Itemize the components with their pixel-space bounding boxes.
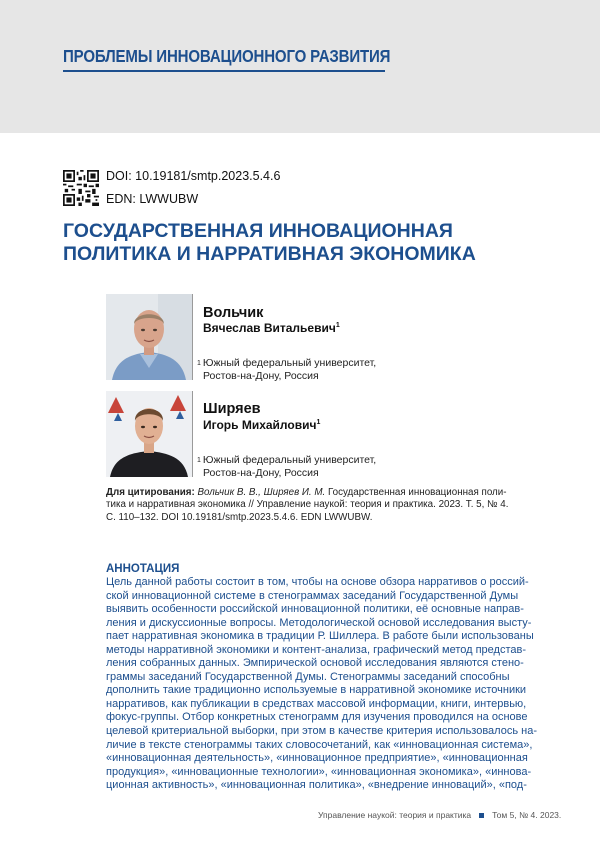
author-surname: Ширяев	[203, 401, 261, 417]
abstract-line: ционная активность», «инновационная политика», «внедрение инноваций», «под-	[106, 779, 527, 792]
citation-text: тика и нарративная экономика // Управление наукой: теория и практика. 2023. Т. 5, № 4.	[106, 499, 509, 511]
doi-identifier[interactable]: DOI: 10.19181/smtp.2023.5.4.6	[106, 169, 281, 183]
abstract-line: нарративов, как публикации в средствах массовой информации, книги, интервью,	[106, 697, 527, 710]
author-affiliation: $^1$ Южный федеральный университет, Ростов-на-Дону, Россия	[197, 357, 377, 382]
author-given-name: Игорь Михайлович$^1$	[203, 418, 321, 432]
abstract-line: фокус-группы. Отбор конкретных стенограмм для изучения проводился на основе	[106, 711, 528, 724]
citation-authors: Вольчик В. В., Ширяев И. М.	[197, 487, 326, 498]
article-title	[63, 220, 476, 266]
abstract-text	[106, 576, 544, 793]
abstract-line: методы нарративной экономики и контент-анализа, графический метод представ-	[106, 643, 527, 656]
section-rubric: ПРОБЛЕМЫ ИННОВАЦИОННОГО РАЗВИТИЯ	[63, 46, 391, 66]
abstract-line: продукция», «инновационные технологии», «инновационная экономика», «иннова-	[106, 765, 532, 778]
abstract-line: пает нарративная экономика в традиции Р. Шиллера. В работе были использованы	[106, 630, 534, 643]
author-surname: Вольчик	[203, 305, 264, 321]
edn-identifier: EDN: LWWUBW	[106, 192, 199, 206]
author-given-name: Вячеслав Витальевич$^1$	[203, 321, 340, 335]
abstract-line: личие в тексте стенограммы таких словосочетаний, как «инновационная система»,	[106, 738, 533, 751]
abstract-line: ской инновационной системе в стенограммах заседаний Государственной Думы	[106, 589, 519, 602]
abstract-line: выявить особенности российской инновационной политики, её основные направ-	[106, 603, 524, 616]
citation-text: Государственная инновационная поли-	[325, 487, 507, 498]
abstract-line: граммы заседаний Государственной Думы. Стенограммы заседаний способны	[106, 670, 510, 683]
qr-code-icon	[63, 170, 99, 206]
abstract-line: «инновационная деятельность», «инновационное предприятие», «инновационная	[106, 752, 528, 765]
rubric-underline	[63, 70, 385, 72]
author-photo-shiryaev	[106, 391, 192, 477]
citation-label: Для цитирования:	[106, 487, 195, 498]
title-line-1: ГОСУДАРСТВЕННАЯ ИННОВАЦИОННАЯ	[63, 220, 453, 242]
citation-text: С. 110–132. DOI 10.19181/smtp.2023.5.4.6. EDN LWWUBW.	[106, 511, 373, 523]
abstract-line: ления и дискуссионные вопросы. Методологической основой исследования высту-	[106, 616, 532, 629]
abstract-line: дополнить такие традиционно используемые в нарративной экономике источники	[106, 684, 527, 697]
footer-journal: Управление наукой: теория и практика	[318, 810, 472, 820]
abstract-line: ления собранных данных. Эмпирической основой исследования являются стено-	[106, 657, 524, 670]
divider	[192, 294, 193, 380]
abstract-line: целевой критериальной выборки, при этом в качестве критерия использовалось на-	[106, 725, 537, 738]
author-photo-volchik	[106, 294, 192, 380]
title-line-2: ПОЛИТИКА И НАРРАТИВНАЯ ЭКОНОМИКА	[63, 243, 476, 265]
citation-block	[106, 487, 542, 524]
abstract-heading: АННОТАЦИЯ	[106, 563, 180, 575]
page-footer	[318, 810, 561, 820]
abstract-line: Цель данной работы состоит в том, чтобы на основе обзора нарративов о россий-	[106, 576, 529, 588]
author-affiliation: $^1$ Южный федеральный университет, Ростов-на-Дону, Россия	[197, 454, 377, 479]
footer-issue: Том 5, № 4. 2023.	[492, 810, 562, 820]
divider	[192, 391, 193, 477]
footer-separator	[479, 813, 484, 818]
